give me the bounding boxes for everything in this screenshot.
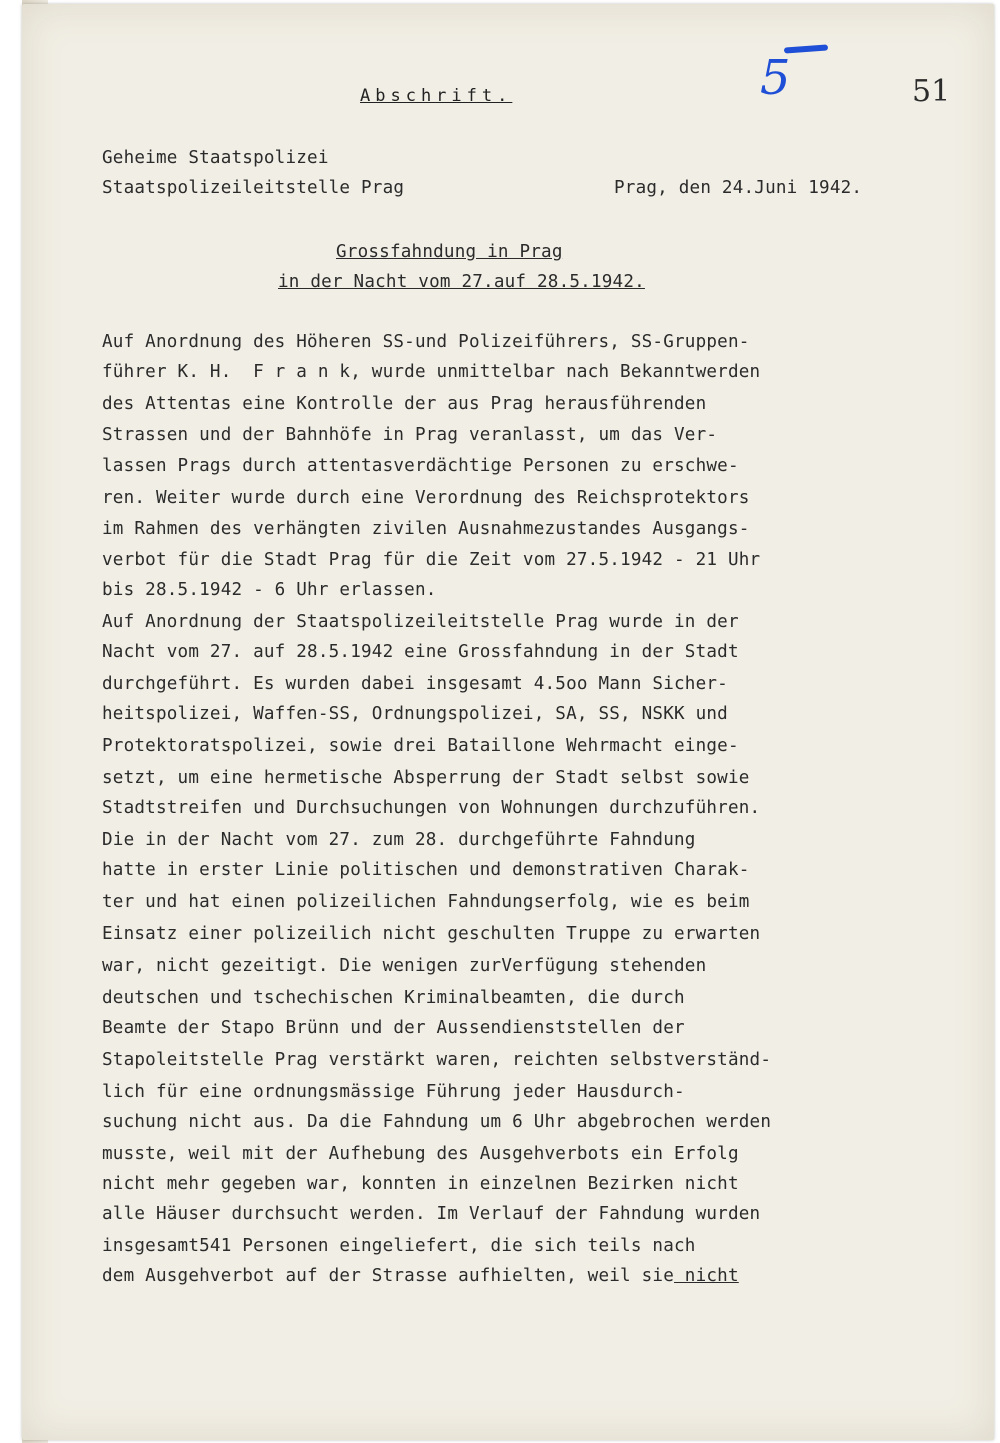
body-line: durchgeführt. Es wurden dabei insgesamt 4.5oo Mann Sicher- — [102, 674, 728, 694]
body-line: Einsatz einer polizeilich nicht geschulten Truppe zu erwarten — [102, 924, 761, 944]
body-line: verbot für die Stadt Prag für die Zeit vom 27.5.1942 - 21 Uhr — [102, 550, 761, 570]
body-line: setzt, um eine hermetische Absperrung der Stadt selbst sowie — [102, 768, 750, 788]
document-title: Abschrift. — [360, 86, 513, 106]
subject-line-1: Grossfahndung in Prag — [336, 242, 563, 262]
body-line: war, nicht gezeitigt. Die wenigen zurVerfügung stehenden — [102, 956, 707, 976]
handwritten-number: 5 — [760, 50, 791, 106]
body-line: hatte in erster Linie politischen und demonstrativen Charak- — [102, 860, 750, 880]
body-line: alle Häuser durchsucht werden. Im Verlauf der Fahndung wurden — [102, 1204, 761, 1224]
body-line: Auf Anordnung der Staatspolizeileitstelle Prag wurde in der — [102, 612, 739, 632]
body-line: Auf Anordnung des Höheren SS-und Polizeiführers, SS-Gruppen- — [102, 332, 750, 352]
body-line: bis 28.5.1942 - 6 Uhr erlassen. — [102, 580, 437, 600]
body-line: lassen Prags durch attentasverdächtige Personen zu erschwe- — [102, 456, 739, 476]
body-line: deutschen und tschechischen Kriminalbeamten, die durch — [102, 988, 685, 1008]
document-date: Prag, den 24.Juni 1942. — [614, 178, 863, 198]
body-line: Strassen und der Bahnhöfe in Prag veranlasst, um das Ver- — [102, 425, 718, 445]
body-line: lich für eine ordnungsmässige Führung jeder Hausdurch- — [102, 1082, 685, 1102]
body-line: des Attentas eine Kontrolle der aus Prag herausführenden — [102, 394, 707, 414]
body-line: Die in der Nacht vom 27. zum 28. durchgeführte Fahndung — [102, 830, 696, 850]
subject-line-2: in der Nacht vom 27.auf 28.5.1942. — [278, 272, 645, 292]
body-line: Nacht vom 27. auf 28.5.1942 eine Grossfahndung in der Stadt — [102, 642, 739, 662]
body-line: musste, weil mit der Aufhebung des Ausgehverbots ein Erfolg — [102, 1144, 739, 1164]
page-number: 51 — [912, 74, 951, 109]
body-line: Protektoratspolizei, sowie drei Bataillone Wehrmacht einge- — [102, 736, 739, 756]
body-line: heitspolizei, Waffen-SS, Ordnungspolizei, SA, SS, NSKK und — [102, 704, 728, 724]
body-line: Beamte der Stapo Brünn und der Aussendienststellen der — [102, 1018, 685, 1038]
body-line: führer K. H. F r a n k, wurde unmittelbar nach Bekanntwerden — [102, 362, 761, 382]
sender-line-2: Staatspolizeileitstelle Prag — [102, 178, 405, 198]
body-line: nicht mehr gegeben war, konnten in einzelnen Bezirken nicht — [102, 1174, 739, 1194]
sender-line-1: Geheime Staatspolizei — [102, 148, 329, 168]
body-line: im Rahmen des verhängten zivilen Ausnahmezustandes Ausgangs- — [102, 519, 750, 539]
body-line: Stadtstreifen und Durchsuchungen von Wohnungen durchzuführen. — [102, 798, 761, 818]
body-line: ter und hat einen polizeilichen Fahndungserfolg, wie es beim — [102, 892, 750, 912]
body-line: Stapoleitstelle Prag verstärkt waren, reichten selbstverständ- — [102, 1050, 772, 1070]
body-line: suchung nicht aus. Da die Fahndung um 6 Uhr abgebrochen werden — [102, 1112, 772, 1132]
body-line: ren. Weiter wurde durch eine Verordnung des Reichsprotektors — [102, 488, 750, 508]
body-line: dem Ausgehverbot auf der Strasse aufhielten, weil sie nicht — [102, 1266, 739, 1286]
underlined-word: nicht — [674, 1266, 739, 1286]
body-line: insgesamt541 Personen eingeliefert, die sich teils nach — [102, 1236, 696, 1256]
